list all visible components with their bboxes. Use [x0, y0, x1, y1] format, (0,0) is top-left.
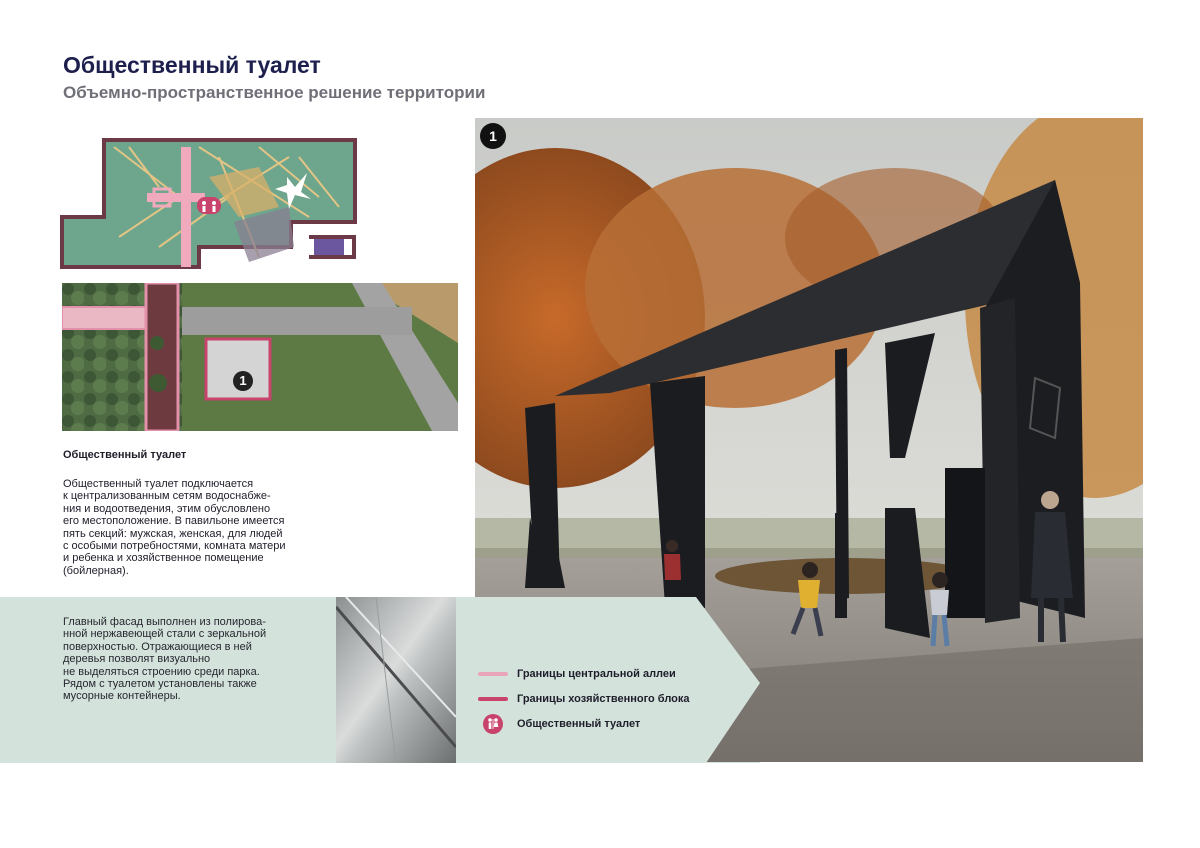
render-marker-label: 1 [489, 128, 497, 144]
section-heading: Общественный туалет [63, 449, 187, 461]
legend-item-central-alley [478, 668, 676, 680]
legend-item-service-block [478, 693, 690, 705]
toilet-icon [483, 714, 503, 734]
legend-item-public-toilet [478, 714, 640, 734]
aerial-view [62, 283, 458, 431]
facade-paragraph: Главный фасад выполнен из полирова- нной нержавеющей стали с зеркальной поверхностью. Отражающиеся в ней деревья позволят визуально не выделяться строению среди парка. Рядом с туалетом установлены также мусорные контейнеры. [63, 616, 267, 703]
legend-swatch-light-pink [478, 672, 508, 676]
legend-label: Границы центральной аллеи [517, 668, 676, 680]
site-plan [59, 137, 359, 270]
legend-label: Общественный туалет [517, 718, 641, 730]
page-title: Общественный туалет [63, 52, 321, 78]
toilet-marker-icon [197, 197, 221, 214]
page-subtitle: Объемно-пространственное решение территории [63, 83, 486, 102]
legend-label: Границы хозяйственного блока [517, 693, 690, 705]
legend-swatch-dark-pink [478, 697, 508, 701]
description-paragraph: Общественный туалет подключается к централизованным сетям водоснабже- ния и водоотведения, этим обусловлено его местоположение. В павильоне имеется пять секций: мужская, женская, для людей с особыми потребностями, комната матери и ребенка и хозяйственное помещение (бойлерная). [63, 478, 286, 577]
legend-arrow-shape [456, 597, 760, 763]
plan-marker-label: 1 [239, 373, 247, 388]
steel-texture-photo [336, 597, 456, 763]
